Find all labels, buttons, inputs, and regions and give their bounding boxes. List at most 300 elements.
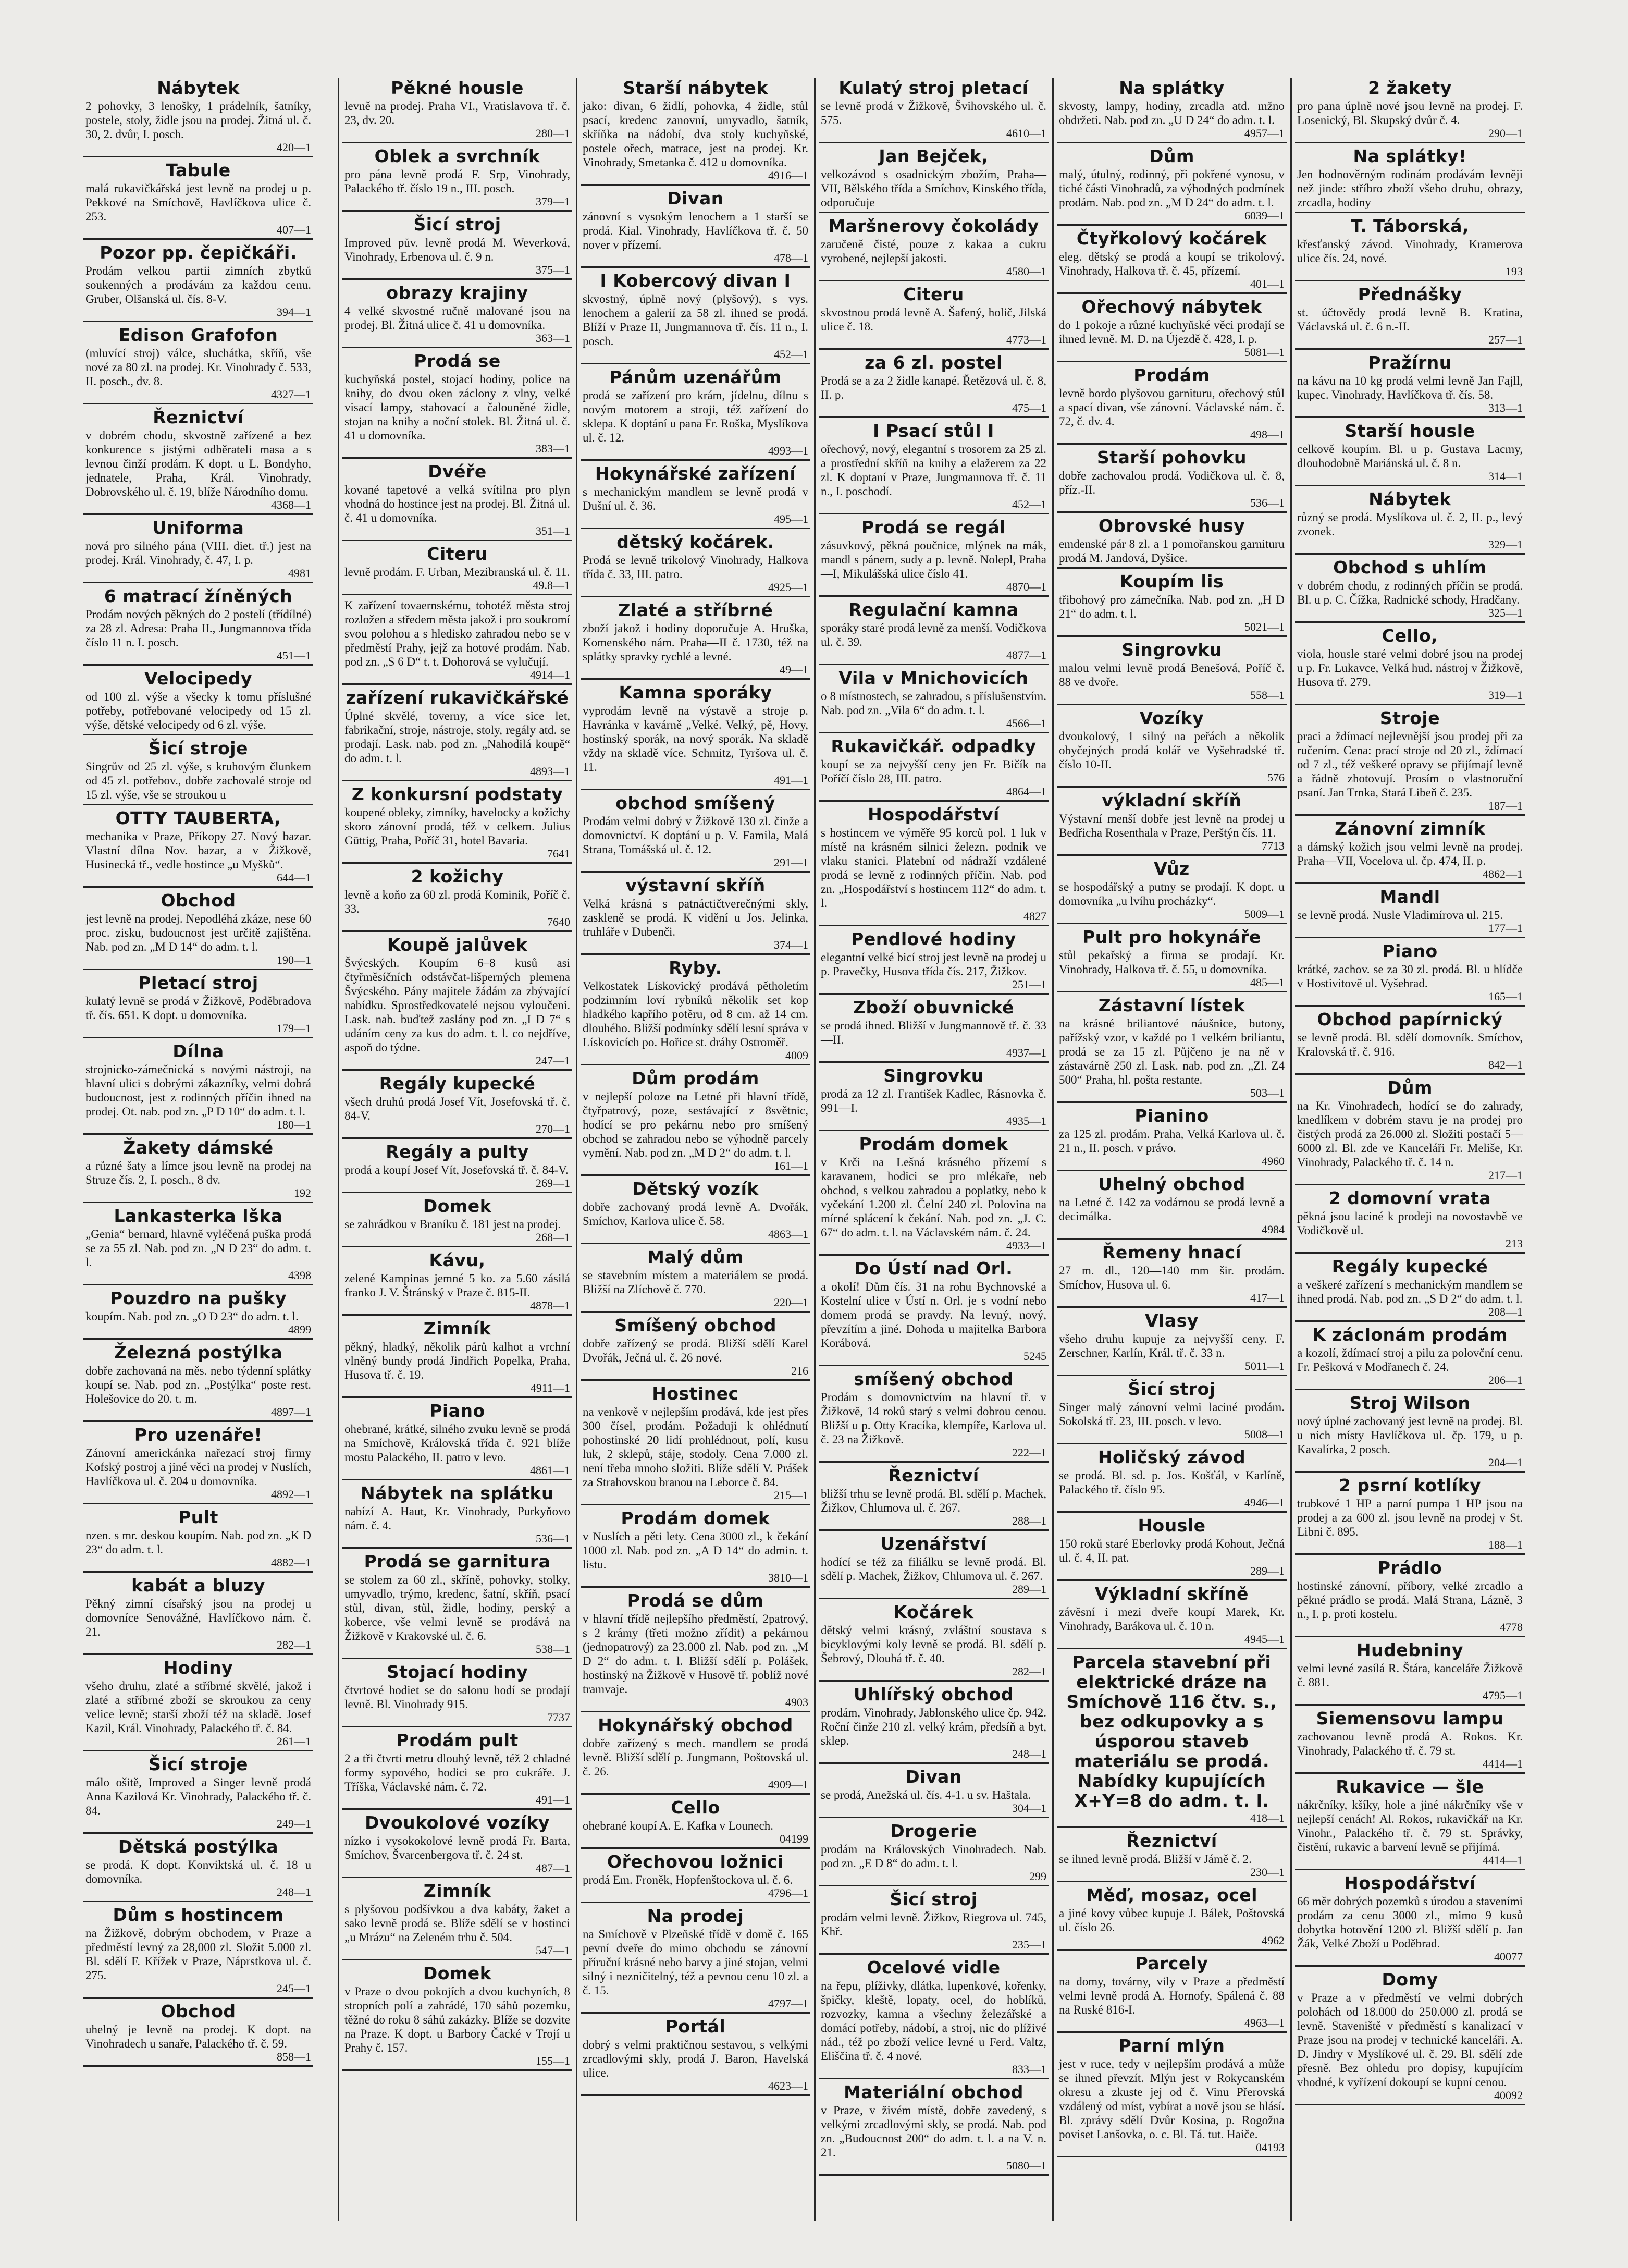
ad-code: 6039—1 — [1244, 209, 1285, 222]
ad-text: od 100 zl. výše a všecky k tomu příslušné potřeby, potřebované velocipedy od 15 zl. výše, dětské velocipedy od 6 zl. výše. — [85, 690, 311, 731]
ad-heading: Ořechový nábytek — [1081, 297, 1262, 317]
ad-text: nabízí A. Haut, Kr. Vinohrady, Purkyňovo nám. č. 4. — [344, 1505, 570, 1532]
ad-heading: Regály kupecké — [379, 1073, 536, 1094]
classified-ad — [342, 1142, 572, 1193]
ad-heading: Hospodářství — [868, 804, 1000, 825]
ad-text: dobře zařízený se prodá. Bližší sdělí Karel Dvořák, Ječná ul. č. 26 nové. — [583, 1337, 808, 1364]
ad-heading: Železná postýlka — [114, 1342, 283, 1363]
ad-text: praci a ždímací nejlevnější jsou prodej při za ručením. Cena: prací stroje od 20 zl., ždímací od 7 zl., též veškeré opravy se přijímají levně a řádně zhotovují. Prosím o vlastnoruční psaní. Jan Trnka, Stará Libeň č. 235. — [1297, 730, 1523, 799]
ad-code: 4623—1 — [768, 2079, 808, 2092]
classified-ad — [581, 1715, 810, 1795]
classified-ad — [581, 78, 810, 186]
ad-text: na venkově v nejlepším prodává, kde jest přes 300 čísel, prodám. Požaduji k ohlédnutí pohostinské 20 lidí prohlédnout, polí, kusu luk, 2 sklepů, stáje, stodoly. Cena 7.000 zl. není třeba mnoho složiti. Blíže sdělí V. Prášek za Strahovskou branou na Leborce č. 84. — [583, 1405, 808, 1489]
ad-code: 291—1 — [774, 856, 808, 869]
classified-ad — [819, 1066, 1049, 1131]
classified-ad — [83, 1837, 313, 1902]
ad-text: velmi levné zasílá R. Štára, kanceláře Žižkově č. 881. — [1297, 1662, 1523, 1689]
ad-code: 289—1 — [1250, 1564, 1285, 1577]
ad-code: 536—1 — [1250, 496, 1285, 509]
ad-text: Úplné skvělé, toverny, a více sice let, fabrikační, stroje, nástroje, stoly, regály atd. se prodají. Lask. nab. pod zn. „Nahodilá koupě“ do adm. t. l. — [344, 709, 570, 765]
ad-heading: Dům — [1149, 146, 1194, 166]
ad-heading: Měď, mosaz, ocel — [1086, 1885, 1257, 1905]
classified-ad — [342, 867, 572, 932]
ad-heading: Mandl — [1379, 887, 1440, 907]
ad-heading: Na prodej — [647, 1906, 744, 1926]
classified-ad — [581, 1852, 810, 1903]
ad-text: 2 pohovky, 3 lenošky, 1 prádelník, šatníky, postele, stoly, židle jsou na prodej. Žitná ul. č. 30, 2. dvůr, I. posch. — [85, 100, 311, 141]
ad-text: kované tapetové a velká svítilna pro plyn vhodná do hostince jest na prodej. Bl. Žitná ul. č. 41 u domovníka. — [344, 483, 570, 524]
ad-heading: Hostinec — [652, 1383, 739, 1404]
ad-text: na domy, továrny, vily v Praze a předměstí velmi levně prodá A. Hornofy, Spálená č. 88 na Ruské 816-I. — [1059, 1975, 1285, 2016]
classified-ad — [1295, 1709, 1525, 1774]
ad-code: 4566—1 — [1006, 717, 1046, 730]
ad-text: mechanika v Praze, Příkopy 27. Nový bazar. Vlastní dílna Nov. bazar, a v Žižkově, Husinecká tř., vedle hostince „u Myšků“. — [85, 830, 311, 871]
ad-text: Prodám s domovnictvím na hlavní tř. v Žižkově, 14 roků starý s velmi dobrou cenou. Bližší u p. Otty Kracíka, klempíře, Karlova ul. č. 23 na Žižkově. — [821, 1391, 1046, 1446]
ad-heading: Hospodářství — [1344, 1873, 1476, 1893]
classified-ad — [1295, 285, 1525, 350]
classified-ad — [1295, 353, 1525, 418]
ad-text: v Praze a v předměstí ve velmi dobrých polohách od 18.000 do 250.000 zl. prodá se levně. Staveniště v předměstí s kanalizací v Praze jsou na prodej v technické kanceláři. A. D. Jindry v Myslíkové ul. č. 29. Bl. sdělí zde přesně. Bez ohledu pro dopisy, kupujícím vhodné, k vyřízení dokoupí se kupní cenou. — [1297, 1991, 1523, 2089]
ad-code: 4878—1 — [530, 1299, 570, 1312]
ad-text: kuchyňská postel, stojací hodiny, police na knihy, do dvou oken záclony z vlny, velké visací lampy, stahovací a čalouněné židle, stojan na knihy a noční stolek. Bl. Žitná ul. č. 41 u domovníka. — [344, 373, 570, 442]
ad-text: Velká krásná s patnáctičtverečnými skly, zaskleně se prodá. K vidění u Jos. Jelinka, truhláře v Dubenči. — [583, 897, 808, 938]
ad-code: 4935—1 — [1006, 1114, 1046, 1127]
ad-heading: zařízení rukavičkářské — [346, 688, 569, 708]
ad-code: 193 — [1506, 265, 1523, 278]
ad-text: se stolem za 60 zl., skříně, pohovky, stolky, umyvadlo, trýmo, kredenc, šatní, skříň, psací stůl, divan, stůl, židle, hodiny, perský a koberce, vše velmi levně se prodává na Žižkově v Krakovské ul. č. 6. — [344, 1573, 570, 1642]
classified-ad — [83, 973, 313, 1038]
ad-heading: Parní mlýn — [1118, 2036, 1225, 2056]
ad-text: bližší trhu se levně prodá. Bl. sdělí p. Machek, Žižkov, Chlumova ul. č. 267. — [821, 1487, 1046, 1514]
classified-ad — [1295, 1777, 1525, 1870]
ad-code: 4933—1 — [1006, 1239, 1046, 1252]
ad-code: 299 — [1029, 1870, 1046, 1883]
ad-text: v nejlepší poloze na Letné při hlavní třídě, čtyřpatrový, poze, sestávající z 8světnic, hodící se pro pekárnu nebo pro smíšený obchod se zahradou nebo se výhodně parcely vymění. Nab. pod zn. „M D 2“ do adm. t. l. — [583, 1090, 808, 1159]
ad-heading: Šicí stroj — [1128, 1379, 1216, 1399]
ad-code: 280—1 — [536, 127, 570, 140]
ad-heading: Dětská postýlka — [118, 1836, 279, 1857]
ad-heading: Stroje — [1379, 708, 1440, 728]
ad-text: pěkný, hladký, několik párů kalhot a vrchní vlněný bundy prodá Jindřich Popelka, Praha, Husova tř. č. 19. — [344, 1340, 570, 1381]
classified-ad — [819, 421, 1049, 514]
classified-ad — [1057, 1379, 1287, 1444]
ad-heading: Prádlo — [1377, 1558, 1442, 1578]
ad-code: 161—1 — [774, 1159, 808, 1172]
ad-heading: Siemensovu lampu — [1316, 1708, 1504, 1728]
ad-heading: Řeznictví — [888, 1465, 979, 1486]
ad-code: 5008—1 — [1244, 1428, 1285, 1441]
ad-text: se prodá ihned. Bližší v Jungmannově tř. č. 33—II. — [821, 1019, 1046, 1046]
ad-text: malou velmi levně prodá Benešová, Poříč č. 88 ve dvoře. — [1059, 661, 1285, 689]
classified-ad — [819, 998, 1049, 1063]
ad-text: eleg. dětský se prodá a koupí se trikolový. Vinohrady, Halkova tř. č. 45, přízemí. — [1059, 250, 1285, 277]
classified-ad — [1057, 1831, 1287, 1882]
ad-text: jest levně na prodej. Nepodléhá zkáze, nese 60 proc. zisku, budoucnost jest určitě zajištěna. Nab. pod zn. „M D 14“ do adm. t. l. — [85, 912, 311, 953]
ad-heading: Malý dům — [647, 1247, 744, 1267]
ad-heading: Cello — [671, 1797, 720, 1818]
classified-ad — [1295, 1188, 1525, 1254]
classified-ad — [819, 1821, 1049, 1886]
ad-code: 5081—1 — [1244, 346, 1285, 359]
classified-ad — [83, 78, 313, 157]
ad-text: Pěkný zimní císařský jsou na prodej u domovníce Senovážné, Havlíčkovo nám. č. 21. — [85, 1597, 311, 1638]
ad-text: a kozolí, ždímací stroj a pilu za polovční cenu. Fr. Pešková v Modřanech č. 24. — [1297, 1346, 1523, 1374]
ad-code: 833—1 — [1012, 2063, 1046, 2076]
classified-ad — [1057, 297, 1287, 362]
classified-ad — [1057, 229, 1287, 294]
ad-code: 401—1 — [1250, 277, 1285, 290]
classified-ad — [819, 518, 1049, 597]
ad-heading: Velocipedy — [144, 668, 253, 689]
classified-ad — [819, 2082, 1049, 2176]
classified-ad — [1295, 489, 1525, 555]
ad-code: 4414—1 — [1483, 1854, 1523, 1867]
ad-code: 475—1 — [1012, 401, 1046, 414]
classified-ad — [581, 189, 810, 268]
ad-text: Prodám velmi dobrý v Žižkově 130 zl. činže a domovnictví. K doptání u p. V. Famila, Malá Strana, Tomášská ul. č. 12. — [583, 815, 808, 856]
ad-heading: Portál — [665, 2016, 726, 2037]
ad-text: málo ošitě, Improved a Singer levně prodá Anna Kazilová Kr. Vinohrady, Palackého tř. č. 84. — [85, 1776, 311, 1817]
ad-code: 363—1 — [536, 332, 570, 345]
classified-ad — [83, 1206, 313, 1285]
ad-heading: Ocelové vidle — [867, 1957, 1001, 1978]
ad-code: 491—1 — [536, 1793, 570, 1806]
ad-code: 248—1 — [277, 1885, 311, 1898]
ad-code: 5011—1 — [1244, 1359, 1285, 1372]
ad-heading: Koupě jalůvek — [387, 935, 528, 955]
ad-text: sporáky staré prodá levně za menší. Vodičkova ul. č. 39. — [821, 621, 1046, 648]
classified-ad — [1295, 1393, 1525, 1473]
ad-code: 452—1 — [774, 348, 808, 361]
ad-code: 4795—1 — [1483, 1689, 1523, 1702]
ad-heading: Materiální obchod — [844, 2082, 1023, 2102]
ad-code: 155—1 — [536, 2054, 570, 2067]
ad-code: 188—1 — [1488, 1538, 1523, 1551]
ad-code: 4892—1 — [271, 1488, 311, 1501]
ad-heading: Rukavičkář. odpadky — [831, 736, 1037, 756]
ad-heading: Prodám pult — [396, 1730, 519, 1750]
ad-code: 7640 — [547, 915, 570, 928]
ad-text: Prodá se a za 2 židle kanapé. Řetězová ul. č. 8, II. p. — [821, 374, 1046, 401]
ad-heading: Kočárek — [893, 1602, 974, 1622]
classified-ad — [342, 784, 572, 864]
classified-ad — [83, 1425, 313, 1504]
ad-text: Velkostatek Lískovický prodává pětholetím podzimním loví rybníků několik set kop hladkého kapřího potěru, od 8 cm. až 14 cm. dlouhého. Bližší podmínky sdělí lesní správa v Lískovicích po. Hořice st. dráhy Ostroměř. — [583, 979, 808, 1049]
ad-text: zaručeně čisté, pouze z kakaa a cukru vyrobené, nejlepší jakosti. — [821, 238, 1046, 265]
ad-code: 245—1 — [277, 1982, 311, 1995]
classified-ad — [819, 1534, 1049, 1599]
ad-text: stůl pekařský a firma se prodají. Kr. Vinohrady, Halkova tř. č. 55, u domovníka. — [1059, 949, 1285, 976]
classified-ad — [1057, 1106, 1287, 1171]
ad-code: 192 — [294, 1186, 311, 1199]
classified-ad — [342, 283, 572, 348]
ad-heading: Citeru — [903, 284, 964, 304]
ad-column-2 — [342, 78, 572, 2226]
column-rule — [338, 78, 339, 2221]
classified-ad — [819, 216, 1049, 281]
ad-heading: Šicí stroje — [149, 738, 248, 758]
classified-ad — [1057, 516, 1287, 569]
ad-code: 4882—1 — [271, 1556, 311, 1569]
ad-code: 313—1 — [1488, 401, 1523, 414]
ad-text: na Kr. Vinohradech, hodící se do zahrady, knedlíkem v dobrém stavu je na prodej pro čistých prodá za 26.000 zl. Složiti postačí 5—6000 zl. Bl. zde ve Kanceláři Fr. Meliše, Kr. Vinohrady, Palackého tř. č. 14 n. — [1297, 1099, 1523, 1169]
ad-heading: Zimník — [423, 1318, 491, 1339]
ad-heading: Pro uzenáře! — [134, 1425, 263, 1445]
ad-code: 4414—1 — [1483, 1757, 1523, 1770]
ad-heading: Domek — [423, 1196, 492, 1216]
classified-ad — [819, 1958, 1049, 2079]
ad-code: 4960 — [1262, 1155, 1285, 1168]
ad-code: 4937—1 — [1006, 1046, 1046, 1059]
ad-text: do 1 pokoje a různé kuchyňské věci prodají se ihned levně. M. D. na Újezdě č. 428, I. p. — [1059, 318, 1285, 346]
ad-heading: T. Táborská, — [1350, 216, 1469, 236]
ad-code: 4863—1 — [768, 1228, 808, 1241]
ad-code: 319—1 — [1488, 689, 1523, 702]
ad-text: malý, útulný, rodinný, při pokřené vynosu, v tiché části Vinohradů, za výhodných podmínek prodám. Nab. pod zn. „M D 24“ do adm. t. l. — [1059, 168, 1285, 209]
ad-code: 213 — [1506, 1237, 1523, 1250]
ad-heading: Singrovku — [883, 1065, 984, 1086]
ad-code: 190—1 — [277, 953, 311, 966]
ad-heading: Pult — [178, 1507, 218, 1527]
classified-ad — [819, 285, 1049, 350]
ad-text: Singrův od 25 zl. výše, s kruhovým člunkem od 45 zl. potřebov., dobře zachovalé stroje od 15 zl. výše, vše se stroukou u — [85, 760, 311, 801]
classified-ad — [1057, 1174, 1287, 1240]
ad-heading: Ryby. — [669, 958, 722, 978]
ad-code: 261—1 — [277, 1735, 311, 1748]
ad-text: se stavebním místem a materiálem se prodá. Bližší na Zlíchově č. 770. — [583, 1269, 808, 1296]
classified-ad — [1057, 1448, 1287, 1513]
ad-heading: Pendlové hodiny — [851, 929, 1016, 949]
ad-column-4 — [819, 78, 1049, 2226]
ad-heading: Piano — [429, 1401, 485, 1421]
classified-ad — [83, 1905, 313, 1999]
ad-heading: Dům prodám — [632, 1068, 759, 1088]
ad-code: 269—1 — [536, 1176, 570, 1190]
ad-text: s plyšovou podšívkou a dva kabáty, žaket a sako levně prodá se. Blíže sdělí se v hostinci „u Mrázu“ na Zeleném trhu č. 504. — [344, 1903, 570, 1944]
ad-heading: Zboží obuvnické — [853, 997, 1014, 1017]
ad-code: 4899 — [288, 1323, 311, 1336]
classified-ad — [83, 408, 313, 515]
ad-text: ohebrané, krátké, silného zvuku levně se prodá na Smíchově, Královská třída č. 921 blíže mostu Palackého, II. patro v levo. — [344, 1423, 570, 1464]
ad-heading: Dílna — [172, 1041, 224, 1061]
classified-ad — [83, 808, 313, 888]
classified-ad — [581, 683, 810, 790]
ad-text: na Žižkově, dobrým obchodem, v Praze a předměstí levný za 28,000 zl. Složit 5.000 zl. Bl. sdělí F. Křížek v Praze, Náprstkova ul. č. 275. — [85, 1927, 311, 1982]
ad-text: se levně prodá. Bl. sdělí domovník. Smíchov, Kralovská tř. č. 916. — [1297, 1031, 1523, 1058]
ad-heading: Starší pohovku — [1097, 447, 1247, 468]
classified-ad — [1057, 791, 1287, 856]
classified-ad — [1295, 887, 1525, 938]
classified-ad — [1295, 421, 1525, 486]
classified-ad — [83, 2002, 313, 2067]
ad-text: Prodá se levně trikolový Vinohrady, Halkova třída č. 33, III. patro. — [583, 554, 808, 581]
ad-text: všeho druhu, zlaté a stříbrné skvělé, jakož i zlaté a stříbrné zboží se skroukou za ceny velice levně; starší zboží též na skladě. Josef Kazil, Král. Vinohrady, Palackého tř. č. 84. — [85, 1679, 311, 1735]
ad-code: 208—1 — [1488, 1305, 1523, 1318]
classified-ad — [342, 1401, 572, 1480]
ad-text: v Krči na Lešná krásného přízemí s karavanem, hodici se pro mlékaře, neb obchod, s velkou zahradou a poplatky, nebo k vyčekání 1.200 zl. Čelní 240 zl. Polovina na mírné splácení k čekání. Nab. pod zn. „J. C. 67“ do adm. t. l. na Václavském nám. č. 24. — [821, 1156, 1046, 1239]
ad-heading: Na splátky! — [1353, 146, 1467, 166]
ad-code: 498—1 — [1250, 428, 1285, 441]
ad-code: 487—1 — [536, 1861, 570, 1874]
ad-heading: Pozor pp. čepičkáři. — [100, 242, 297, 263]
ad-text: zboží jakož i hodiny doporučuje A. Hruška, Komenského nám. Praha—II č. 1730, též na splátky spravky rychlé a levné. — [583, 622, 808, 663]
ad-text: strojnicko-zámečnická s novými nástroji, na hlavní ulici s dobrými zákazníky, velmi dobrá budoucnost, jest z rodinných příčin ihned na prodej. Ot. nab. pod zn. „P D 10“ do adm. t. l. — [85, 1063, 311, 1118]
classified-ad — [342, 1964, 572, 2071]
ad-code: 4368—1 — [271, 498, 311, 511]
ad-text: se prodá. K dopt. Konviktská ul. č. 18 u domovníka. — [85, 1858, 311, 1885]
ad-heading: Obchod s uhlím — [1333, 557, 1487, 578]
classified-ad — [819, 1767, 1049, 1818]
ad-text: dětský velmi krásný, zvláštní soustava s bicyklovými koly levně se prodá. Bl. sdělí p. Šebrový, Dlouhá tř. č. 40. — [821, 1624, 1046, 1665]
ad-code: 165—1 — [1488, 990, 1523, 1003]
classified-ad — [1057, 572, 1287, 637]
ad-text: elegantní velké bicí stroj jest levně na prodej u p. Pravečky, Husova třída čís. 217, Žižkov. — [821, 951, 1046, 978]
ad-text: 66 měr dobrých pozemků s úrodou a staveními prodám za cenu 3000 zl., mimo 9 kusů dobytka hotovění 1200 zl. Bližší sdělí p. Jan Žák, Velké Zboží u Poděbrad. — [1297, 1895, 1523, 1950]
ad-text: Prodám velkou partii zimních zbytků soukenných a prodávám za každou cenu. Gruber, Olšanská ul. čís. 8-V. — [85, 264, 311, 305]
ad-heading: K záclonám prodám — [1312, 1325, 1508, 1345]
ad-code: 4861—1 — [530, 1464, 570, 1477]
ad-heading: Lankasterka lška — [114, 1206, 283, 1226]
ad-heading: Prodá se — [414, 351, 501, 371]
ad-text: velkozávod s osadnickým zbožím, Praha—VII, Bělského třída a Smíchov, Kinského třída, odporučuje — [821, 168, 1046, 209]
ad-code: 420—1 — [277, 141, 311, 154]
ad-heading: Regulační kamna — [848, 599, 1019, 620]
ad-code: 251—1 — [1012, 978, 1046, 991]
classified-ad — [342, 1881, 572, 1960]
ad-heading: Oblek a svrchník — [374, 146, 540, 166]
classified-ad — [1057, 1954, 1287, 2033]
ad-text: prodám velmi levně. Žižkov, Riegrova ul. 745, Khř. — [821, 1911, 1046, 1938]
ad-text: emdenské pár 8 zl. a 1 pomořanskou garnituru prodá M. Jandová, Dyšice. — [1059, 537, 1285, 565]
ad-heading: Piano — [1382, 941, 1438, 961]
ad-text: viola, housle staré velmi dobré jsou na prodej u p. Fr. Lukavce, Velká hud. nástroj v Žižkově, Husova tř. 279. — [1297, 647, 1523, 689]
ad-text: Prodám nových pěkných do 2 postelí (třídílné) za 28 zl. Adresa: Praha II., Jungmannova třída číslo 11 n. I. posch. — [85, 608, 311, 649]
ad-code: 4984 — [1262, 1223, 1285, 1236]
ad-code: 204—1 — [1488, 1456, 1523, 1469]
ad-text: st. účtovědy prodá levně B. Kratina, Václavská ul. č. 6 n.-II. — [1297, 306, 1523, 333]
ad-code: 394—1 — [277, 305, 311, 318]
ad-code: 4862—1 — [1483, 867, 1523, 880]
ad-code: 4911—1 — [530, 1381, 570, 1394]
classified-ad — [1295, 558, 1525, 623]
ad-text: 4 velké skvostné ručně malované jsou na prodej. Bl. Žitná ulice č. 41 u domovníka. — [344, 304, 570, 332]
classified-ad — [819, 668, 1049, 733]
ad-code: 3810—1 — [768, 1571, 808, 1584]
classified-ad — [1057, 78, 1287, 143]
ad-text: celkově koupím. Bl. u p. Gustava Lacmy, dlouhodobně Mariánská ul. č. 8 n. — [1297, 443, 1523, 470]
classified-ad — [83, 1755, 313, 1834]
ad-code: 248—1 — [1012, 1747, 1046, 1760]
ad-heading: Parcely — [1135, 1953, 1208, 1973]
classified-ad — [342, 1813, 572, 1878]
ad-text: Výstavní menší dobře jest levně na prodej u Bedřicha Rosenthala v Praze, Perštýn čís. 11. — [1059, 812, 1285, 839]
classified-ad — [581, 1179, 810, 1244]
ad-code: 478—1 — [774, 251, 808, 264]
ad-heading: Prodá se garnitura — [364, 1551, 551, 1572]
ad-code: 220—1 — [774, 1296, 808, 1309]
ad-code: 290—1 — [1488, 127, 1523, 140]
classified-ad — [581, 958, 810, 1065]
ad-code: 4877—1 — [1006, 648, 1046, 661]
ad-code: 288—1 — [1012, 1514, 1046, 1527]
ad-code: 491—1 — [774, 774, 808, 787]
ad-text: Zánovní americkánka nařezací stroj firmy Kofský postroj a jiné věci na prodej v Nuslích, Havlíčkova ul. č. 204 u domovníka. — [85, 1446, 311, 1488]
ad-code: 383—1 — [536, 442, 570, 455]
classified-ad — [83, 1289, 313, 1340]
ad-code: 4946—1 — [1244, 1496, 1285, 1509]
ad-text: se hospodářský a putny se prodají. K dopt. u domovníka „u lvíhu procházky“. — [1059, 880, 1285, 908]
ad-text: ořechový, nový, elegantní s trosorem za 25 zl. a prostřední skříň na knihy a elažerem za 22 zl. K doptaní v Praze, Jungmannova tř. č. 11 n., I. poschodí. — [821, 443, 1046, 498]
ad-text: zásuvkový, pěkná poučnice, mlýnek na mák, mandl s pánem, sudy a p. levně. Nolepl, Praha—I, Mikulášská ulice číslo 41. — [821, 539, 1046, 580]
ad-code: 4580—1 — [1006, 265, 1046, 278]
classified-ad — [83, 739, 313, 805]
ad-heading: Kamna sporáky — [619, 682, 772, 703]
classified-ad — [819, 929, 1049, 995]
classified-ad — [819, 737, 1049, 802]
ad-heading: Parcela stavební při elektrické dráze na Smíchově 116 čtv. s., bez odkupovky a s úsporou staveb materiálu se prodá. Nabídky kupujících X+Y=8 do adm. t. l. — [1066, 1652, 1277, 1811]
ad-text: dobře zařízený s mech. mandlem se prodá levně. Bližší sdělí p. Jungmann, Poštovská ul. č. 26. — [583, 1737, 808, 1778]
classified-ad — [342, 1484, 572, 1549]
classified-ad — [1295, 1257, 1525, 1322]
ad-text: za 125 zl. prodám. Praha, Velká Karlova ul. č. 21 n., II. posch. v právo. — [1059, 1127, 1285, 1155]
ad-heading: Divan — [905, 1767, 962, 1787]
classified-ad — [83, 891, 313, 970]
ad-heading: Obrovské husy — [1098, 516, 1245, 536]
ad-code: 418—1 — [1250, 1811, 1285, 1824]
ad-text: levně a koňo za 60 zl. prodá Kominik, Poříč č. 33. — [344, 888, 570, 915]
classified-ad — [1057, 146, 1287, 226]
ad-code: 842—1 — [1488, 1058, 1523, 1071]
ad-heading: Drogerie — [890, 1821, 977, 1841]
ad-text: koupím. Nab. pod zn. „O D 23“ do adm. t. l. — [85, 1310, 299, 1323]
ad-code: 495—1 — [774, 512, 808, 525]
ad-code: 407—1 — [277, 223, 311, 236]
classified-ad — [342, 1552, 572, 1659]
ad-heading: kabát a bluzy — [131, 1575, 265, 1596]
ad-heading: Cello, — [1382, 626, 1438, 646]
ad-heading: Prodám — [1133, 365, 1210, 385]
ad-code: 7641 — [547, 847, 570, 860]
classified-ad — [1295, 819, 1525, 884]
classified-ad — [819, 1602, 1049, 1682]
ad-text: hodící se též za filiálku se levně prodá. Bl. sdělí p. Machek, Žižkov, Chlumova ul. č. 267. — [821, 1555, 1046, 1583]
ad-heading: Rukavice — šle — [1336, 1776, 1484, 1797]
ad-code: 417—1 — [1250, 1291, 1285, 1304]
classified-ad — [581, 1384, 810, 1505]
ad-text: různý se prodá. Myslíkova ul. č. 2, II. p., levý zvonek. — [1297, 511, 1523, 538]
classified-ad — [581, 793, 810, 873]
ad-heading: Uzenářství — [880, 1534, 987, 1554]
classified-ad — [1295, 1970, 1525, 2105]
ad-code: 235—1 — [1012, 1938, 1046, 1951]
classified-ad — [581, 600, 810, 680]
ad-code: 5009—1 — [1244, 908, 1285, 921]
ad-heading: Řeznictví — [1126, 1831, 1217, 1851]
column-rule — [1290, 78, 1292, 2221]
ad-code: 536—1 — [536, 1532, 570, 1545]
ad-text: s mechanickým mandlem se levně prodá v Dušní ul. č. 36. — [583, 485, 808, 512]
ad-heading: 6 matrací žíněných — [104, 586, 293, 606]
ad-heading: Hodiny — [163, 1658, 233, 1678]
ad-text: Singer malý zánovní velmi laciné prodám. Sokolská tř. 23, III. posch. v levo. — [1059, 1401, 1285, 1428]
ad-code: 374—1 — [774, 938, 808, 951]
ad-heading: Kávu, — [429, 1250, 486, 1270]
ad-column-1 — [83, 78, 313, 2226]
ad-text: se levně prodá v Žižkově, Švihovského ul. č. 575. — [821, 100, 1046, 127]
ad-code: 4610—1 — [1006, 127, 1046, 140]
ad-text: krátké, zachov. se za 30 zl. prodá. Bl. u hlídče v Hostivitově ul. Vyšehrad. — [1297, 963, 1523, 990]
ad-text: čtvrtové hodiet se do salonu hodí se prodají levně. Bl. Vinohrady 915. — [344, 1684, 570, 1711]
